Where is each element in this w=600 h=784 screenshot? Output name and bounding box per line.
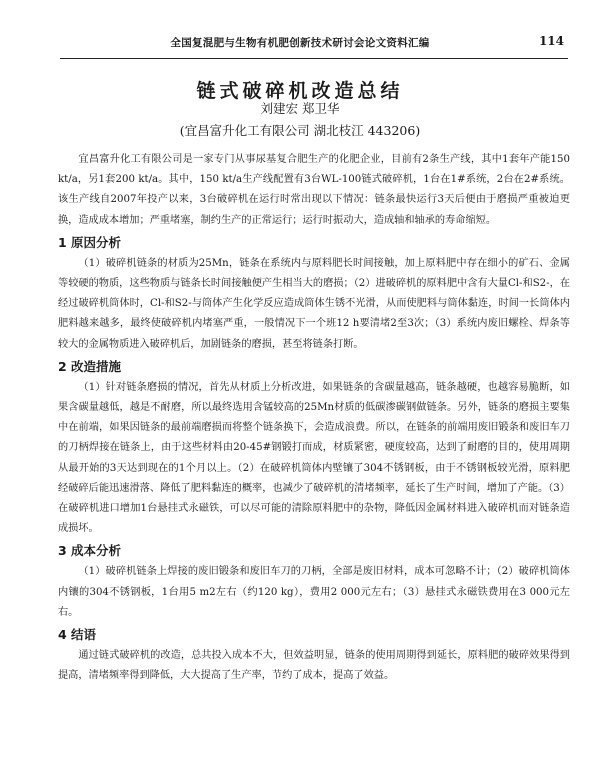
section-paragraph-cost: （1）破碎机链条上焊接的废旧锻条和废旧车刀的刀柄，全部是废旧材料，成本可忽略不计；（2）破碎机筒体内镶的304不锈钢板，1台用5 m2左右（约120 kg），费用2 000元左右；（3）悬挂式永磁铁费用在3 000元左右。 bbox=[58, 566, 570, 618]
article-affiliation: (宜昌富升化工有限公司 湖北枝江 443206) bbox=[179, 123, 421, 138]
header-rule bbox=[60, 58, 568, 59]
section-heading-cost: 3 成本分析 bbox=[58, 543, 122, 559]
article-title: 链式破碎机改造总结 bbox=[196, 80, 404, 102]
intro-paragraph: 宜昌富升化工有限公司是一家专门从事尿基复合肥生产的化肥企业，目前有2条生产线，其中1套年产能150 kt/a，另1套200 kt/a。其中，150 kt/a生产线配置有3台WL-100链式破碎机，1台在1#系统，2台在2#系统。该生产线自2007年投产以来，3台破碎机在运行时常出现以下情况：链条最快运行3天后便由于磨损严重被迫更换，造成成本增加；严重堵塞，制约生产的正常运行；运行时振动大，造成轴和轴承的寿命缩短。 bbox=[58, 154, 570, 226]
section-heading-causes: 1 原因分析 bbox=[58, 234, 122, 250]
running-header: 全国复混肥与生物有机肥创新技术研讨会论文资料汇编 bbox=[170, 37, 430, 49]
section-paragraph-conclusion: 通过链式破碎机的改造，总共投入成本不大，但效益明显，链条的使用周期得到延长，原料肥的破碎效果得到提高，清堵频率得到降低，大大提高了生产率，节约了成本，提高了效益。 bbox=[58, 650, 570, 682]
article-authors: 刘建宏 郑卫华 bbox=[260, 101, 340, 116]
section-paragraph-measures: （1）针对链条磨损的情况，首先从材质上分析改进，如果链条的含碳量越高，链条越硬，也越容易脆断，如果含碳量越低，越是不耐磨，所以最终选用含锰较高的25Mn材质的低碳渗碳钢做链条。另外，链条的磨损主要集中在前端，如果因链条的最前端磨损而将整个链条换下，会造成浪费。所以，在链条的前端用废旧锻条和废旧车刀的刀柄焊接在链条上，由于这些材料由20-45#钢锻打而成，材质紧密，硬度较高，达到了耐磨的目的，使用周期从最开始的3天达到现在的1个月以上。（2）在破碎机筒体内壁镶了304不锈钢板，由于不锈钢板较光滑，原料肥经破碎后能迅速滑落、降低了肥料黏连的概率，也减少了破碎机的清堵频率，延长了生产时间，增加了产能。（3）在破碎机进口增加1台悬挂式永磁铁，可以尽可能的清除原料肥中的杂物，降低因金属材料进入破碎机而对链条造成损坏。 bbox=[58, 381, 570, 535]
section-heading-conclusion: 4 结语 bbox=[58, 627, 97, 643]
article-body bbox=[58, 150, 570, 686]
page-number: 114 bbox=[538, 34, 564, 48]
section-paragraph-causes: （1）破碎机链条的材质为25Mn，链条在系统内与原料肥长时间接触，加上原料肥中存在细小的矿石、金属等较硬的物质，这些物质与链条长时间接触便产生相当大的磨损；（2）进破碎机的原料肥中含有大量Cl-和S2-，在经过破碎机筒体时，Cl-和S2-与筒体产生化学反应造成筒体生锈不光滑，从而使肥料与筒体黏连，时间一长筒体内肥料越来越多，最终使破碎机内堵塞严重，一般情况下一个班12 h要清堵2至3次；（3）系统内废旧螺栓、焊条等较大的金属物质进入破碎机后，加剧链条的磨损，甚至将链条打断。 bbox=[58, 257, 570, 350]
section-heading-measures: 2 改造措施 bbox=[58, 358, 122, 374]
